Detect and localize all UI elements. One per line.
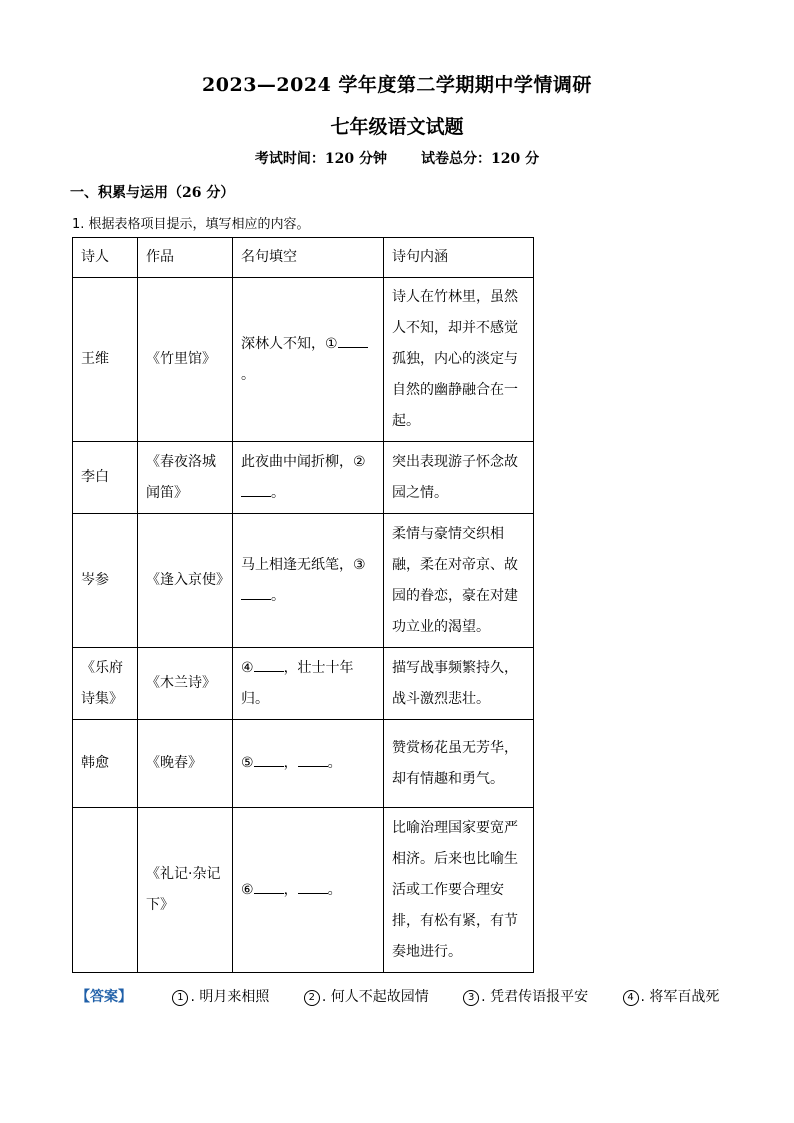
line-cell (233, 278, 384, 442)
exam-info (0, 148, 794, 168)
poet-cell: 《乐府诗集》 (73, 648, 138, 720)
table-row (73, 442, 534, 514)
line-cell (233, 648, 384, 720)
line-pre: ④ (241, 659, 254, 676)
section-heading: 一、积累与运用（26 分） (70, 185, 235, 201)
exam-time: 考试时间：120 分钟 (254, 151, 387, 167)
line-mid: ， (283, 755, 298, 771)
answer-blank (338, 333, 368, 348)
meaning-cell: 比喻治理国家要宽严相济。后来也比喻生活或工作要合理安排，有松有紧，有节奏地进行。 (384, 808, 534, 973)
exam-title: 2023—2024 学年度第二学期期中学情调研 (202, 74, 592, 96)
work-cell: 《春夜洛城闻笛》 (138, 442, 233, 514)
poet-cell: 韩愈 (73, 720, 138, 808)
answer-number: 2 (304, 990, 320, 1006)
exam-subtitle: 七年级语文试题 (330, 116, 464, 138)
question-prompt: 1. 根据表格项目提示，填写相应的内容。 (72, 217, 310, 232)
work-cell: 《逢入京使》 (138, 514, 233, 648)
meaning-cell: 赞赏杨花虽无芳华，却有情趣和勇气。 (384, 720, 534, 808)
line-pre: 马上相逢无纸笔，③ (241, 556, 366, 573)
line-post: 。 (271, 587, 285, 604)
line-pre: 此夜曲中闻折柳，② (241, 453, 366, 470)
line-post: 。 (327, 881, 342, 898)
answer-blank (298, 752, 328, 767)
answer-item (463, 989, 588, 1005)
table-row (73, 808, 534, 973)
line-cell (233, 808, 384, 973)
table-row (73, 514, 534, 648)
answer-text: . 何人不起故园情 (321, 989, 429, 1005)
header-work: 作品 (138, 238, 233, 278)
line-mid: ， (283, 881, 298, 898)
line-post: ，壮士十年归。 (241, 659, 354, 707)
answer-blank (298, 879, 328, 894)
answer-blank (254, 752, 284, 767)
line-pre: 深林人不知，① (241, 335, 338, 352)
total-score: 试卷总分：120 分 (421, 151, 540, 167)
answer-line (76, 986, 749, 1006)
answer-tag: 【答案】 (76, 989, 132, 1005)
line-pre: ⑥ (241, 881, 254, 898)
answer-number: 4 (623, 990, 639, 1006)
meaning-cell: 柔情与豪情交织相融，柔在对帝京、故园的眷恋，豪在对建功立业的渴望。 (384, 514, 534, 648)
poet-cell: 岑参 (73, 514, 138, 648)
answer-item (623, 989, 720, 1005)
work-cell: 《晚春》 (138, 720, 233, 808)
poet-cell: 李白 (73, 442, 138, 514)
answer-blank (254, 657, 284, 672)
header-line: 名句填空 (233, 238, 384, 278)
table-row (73, 278, 534, 442)
table-header-row (73, 238, 534, 278)
answer-number: 1 (172, 990, 188, 1006)
work-cell: 《礼记·杂记下》 (138, 808, 233, 973)
line-post: 。 (241, 366, 255, 383)
answer-blank (241, 585, 271, 600)
answer-number: 3 (463, 990, 479, 1006)
work-cell: 《木兰诗》 (138, 648, 233, 720)
poetry-table (72, 237, 534, 973)
line-pre: ⑤ (241, 755, 254, 771)
answer-blank (241, 482, 271, 497)
answer-text: . 凭君传语报平安 (481, 989, 589, 1005)
answer-text: . 将军百战死 (640, 989, 720, 1005)
poet-cell: 王维 (73, 278, 138, 442)
table-row (73, 720, 534, 808)
line-cell (233, 720, 384, 808)
answer-item (172, 989, 269, 1005)
line-cell (233, 442, 384, 514)
line-cell (233, 514, 384, 648)
poet-cell (73, 808, 138, 973)
answer-blank (254, 879, 284, 894)
header-poet: 诗人 (73, 238, 138, 278)
meaning-cell: 描写战事频繁持久，战斗激烈悲壮。 (384, 648, 534, 720)
meaning-cell: 诗人在竹林里，虽然人不知，却并不感觉孤独，内心的淡定与自然的幽静融合在一起。 (384, 278, 534, 442)
answer-text: . 明月来相照 (190, 989, 270, 1005)
line-post: 。 (271, 484, 285, 501)
work-cell: 《竹里馆》 (138, 278, 233, 442)
header-meaning: 诗句内涵 (384, 238, 534, 278)
table-row (73, 648, 534, 720)
line-post: 。 (327, 755, 342, 771)
answer-item (304, 989, 429, 1005)
meaning-cell: 突出表现游子怀念故园之情。 (384, 442, 534, 514)
